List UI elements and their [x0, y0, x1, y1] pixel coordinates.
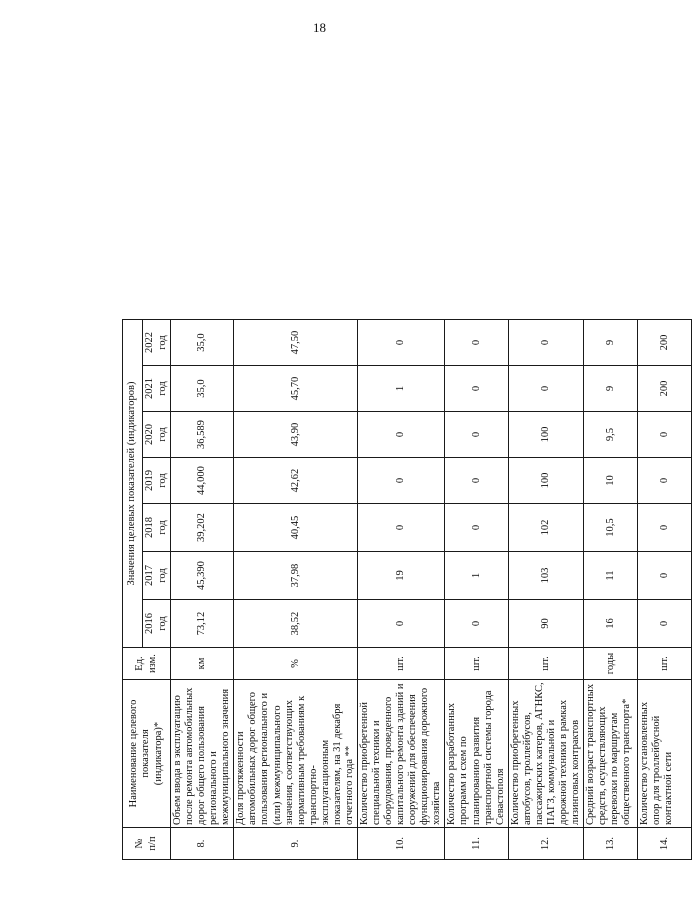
- unit-cell: шт.: [445, 648, 508, 680]
- value-cell: 0: [638, 458, 692, 504]
- value-cell: 200: [638, 320, 692, 366]
- value-cell: 45,70: [234, 366, 358, 412]
- unit-cell: шт.: [508, 648, 583, 680]
- value-cell: 1: [357, 366, 444, 412]
- value-cell: 36,589: [171, 412, 234, 458]
- value-cell: 0: [445, 412, 508, 458]
- value-cell: 42,62: [234, 458, 358, 504]
- table-row: [445, 320, 508, 860]
- value-cell: 43,90: [234, 412, 358, 458]
- header-year: 2018 год: [143, 504, 171, 552]
- header-year: 2021 год: [143, 366, 171, 412]
- row-number: 8.: [171, 828, 234, 860]
- unit-cell: шт.: [357, 648, 444, 680]
- unit-cell: %: [234, 648, 358, 680]
- unit-cell: шт.: [638, 648, 692, 680]
- table-row: [171, 320, 234, 860]
- row-number: 9.: [234, 828, 358, 860]
- value-cell: 200: [638, 366, 692, 412]
- indicator-name: Количество приобретенной специальной техники и оборудования, проведенного капитального ремонта зданий и сооружений для обеспечения функционирования дорожного хозяйства: [357, 680, 444, 828]
- value-cell: 0: [357, 412, 444, 458]
- value-cell: 19: [357, 552, 444, 600]
- header-unit-text: Ед. изм.: [134, 654, 158, 673]
- value-cell: 0: [445, 366, 508, 412]
- value-cell: 9: [584, 320, 638, 366]
- header-name-text: Наименование целевого показателя (индикатора)*: [128, 699, 164, 808]
- value-cell: 38,52: [234, 600, 358, 648]
- table-row: [638, 320, 692, 860]
- table-row: [357, 320, 444, 860]
- value-cell: 47,50: [234, 320, 358, 366]
- value-cell: 9: [584, 366, 638, 412]
- header-year: 2016 год: [143, 600, 171, 648]
- unit-cell: км: [171, 648, 234, 680]
- value-cell: 0: [638, 412, 692, 458]
- header-num: [123, 828, 171, 860]
- header-num-text: № п/п: [134, 836, 158, 851]
- value-cell: 9,5: [584, 412, 638, 458]
- row-number: 11.: [445, 828, 508, 860]
- value-cell: 73,12: [171, 600, 234, 648]
- value-cell: 0: [638, 600, 692, 648]
- value-cell: 10,5: [584, 504, 638, 552]
- value-cell: 10: [584, 458, 638, 504]
- value-cell: 39,202: [171, 504, 234, 552]
- indicators-table: [122, 319, 692, 860]
- value-cell: 102: [508, 504, 583, 552]
- row-number: 14.: [638, 828, 692, 860]
- rotated-table-container: [122, 320, 675, 860]
- header-unit: [123, 648, 171, 680]
- header-year: 2020 год: [143, 412, 171, 458]
- value-cell: 103: [508, 552, 583, 600]
- page-number: 18: [313, 20, 326, 35]
- row-number: 13.: [584, 828, 638, 860]
- value-cell: 35,0: [171, 320, 234, 366]
- value-cell: 0: [357, 458, 444, 504]
- value-cell: 11: [584, 552, 638, 600]
- value-cell: 44,000: [171, 458, 234, 504]
- table-row: [508, 320, 583, 860]
- value-cell: 1: [445, 552, 508, 600]
- value-cell: 0: [445, 600, 508, 648]
- header-year: 2022 год: [143, 320, 171, 366]
- value-cell: 16: [584, 600, 638, 648]
- row-number: 12.: [508, 828, 583, 860]
- value-cell: 0: [508, 320, 583, 366]
- indicator-name: Количество установленных опор для троллейбусной контактной сети: [638, 680, 692, 828]
- table-row: [584, 320, 638, 860]
- value-cell: 35,0: [171, 366, 234, 412]
- value-cell: 100: [508, 412, 583, 458]
- value-cell: 0: [638, 504, 692, 552]
- value-cell: 0: [638, 552, 692, 600]
- value-cell: 0: [357, 504, 444, 552]
- header-year: 2019 год: [143, 458, 171, 504]
- header-values-group: Значения целевых показателей (индикаторов): [123, 320, 143, 648]
- value-cell: 45,390: [171, 552, 234, 600]
- header-name: [123, 680, 171, 828]
- indicator-name: Объем ввода в эксплуатацию после ремонта автомобильных дорог общего пользования регионального и межмуниципального значения: [171, 680, 234, 828]
- indicator-name: Доля протяженности автомобильных дорог общего пользования регионального и (или) межмуниципального значения, соответствующих нормативным требованиям к транспортно-эксплуатационным показателям, на 31 декабря отчетного года **: [234, 680, 358, 828]
- value-cell: 90: [508, 600, 583, 648]
- value-cell: 40,45: [234, 504, 358, 552]
- value-cell: 0: [445, 458, 508, 504]
- value-cell: 0: [357, 320, 444, 366]
- indicator-name: Количество приобретенных автобусов, троллейбусов, пассажирских катеров, АГНКС, ПАГЗ, коммунальной и дорожной техники в рамках лизинговых контрактов: [508, 680, 583, 828]
- unit-cell: годы: [584, 648, 638, 680]
- header-year: 2017 год: [143, 552, 171, 600]
- indicator-name: Количество разработанных программ и схем по планированию развития транспортной системы города Севастополя: [445, 680, 508, 828]
- value-cell: 100: [508, 458, 583, 504]
- table-row: [234, 320, 358, 860]
- value-cell: 0: [508, 366, 583, 412]
- value-cell: 0: [445, 320, 508, 366]
- value-cell: 0: [445, 504, 508, 552]
- indicator-name: Средний возраст транспортных средств, осуществляющих перевозки по маршрутам общественного транспорта*: [584, 680, 638, 828]
- row-number: 10.: [357, 828, 444, 860]
- value-cell: 37,98: [234, 552, 358, 600]
- value-cell: 0: [357, 600, 444, 648]
